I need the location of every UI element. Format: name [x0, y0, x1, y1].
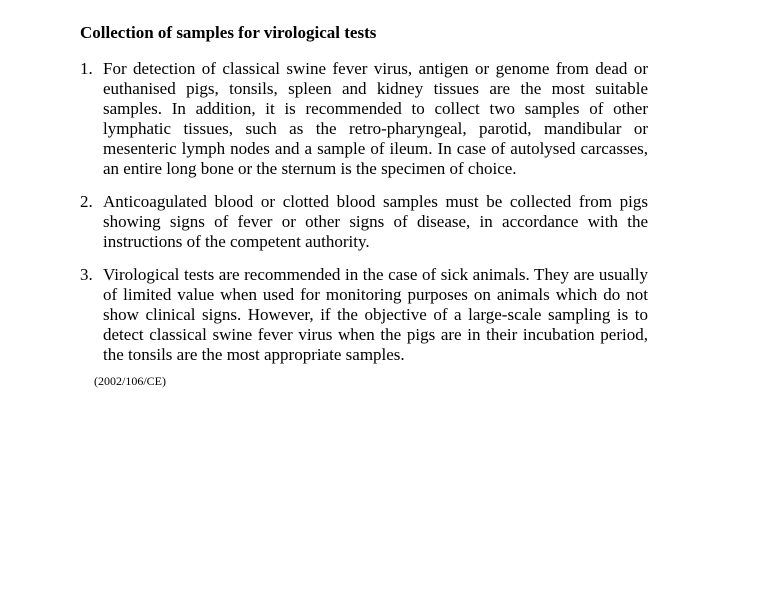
list-item	[80, 59, 648, 179]
list-item	[80, 192, 648, 252]
list-item-number: 3.	[80, 265, 93, 284]
list-item-number: 2.	[80, 192, 93, 211]
numbered-list	[80, 59, 648, 365]
section-heading: Collection of samples for virological tests	[80, 23, 377, 42]
list-item-text: For detection of classical swine fever virus, antigen or genome from dead or euthanised pigs, tonsils, spleen and kidney tissues are the most suitable samples. In addition, it is recommended to collect two samples of other lymphatic tissues, such as the retro-pharyngeal, parotid, mandibular or mesenteric lymph nodes and a sample of ileum. In case of autolysed carcasses, an entire long bone or the sternum is the specimen of choice.	[103, 59, 648, 178]
list-item-text: Virological tests are recommended in the case of sick animals. They are usually of limited value when used for monitoring purposes on animals which do not show clinical signs. However, if the objective of a large-scale sampling is to detect classical swine fever virus when the pigs are in their incubation period, the tonsils are the most appropriate samples.	[103, 265, 648, 364]
list-item-number: 1.	[80, 59, 93, 78]
list-item	[80, 265, 648, 365]
legal-reference: (2002/106/CE)	[94, 374, 166, 388]
list-item-text: Anticoagulated blood or clotted blood samples must be collected from pigs showing signs of fever or other signs of disease, in accordance with the instructions of the competent authority.	[103, 192, 648, 251]
